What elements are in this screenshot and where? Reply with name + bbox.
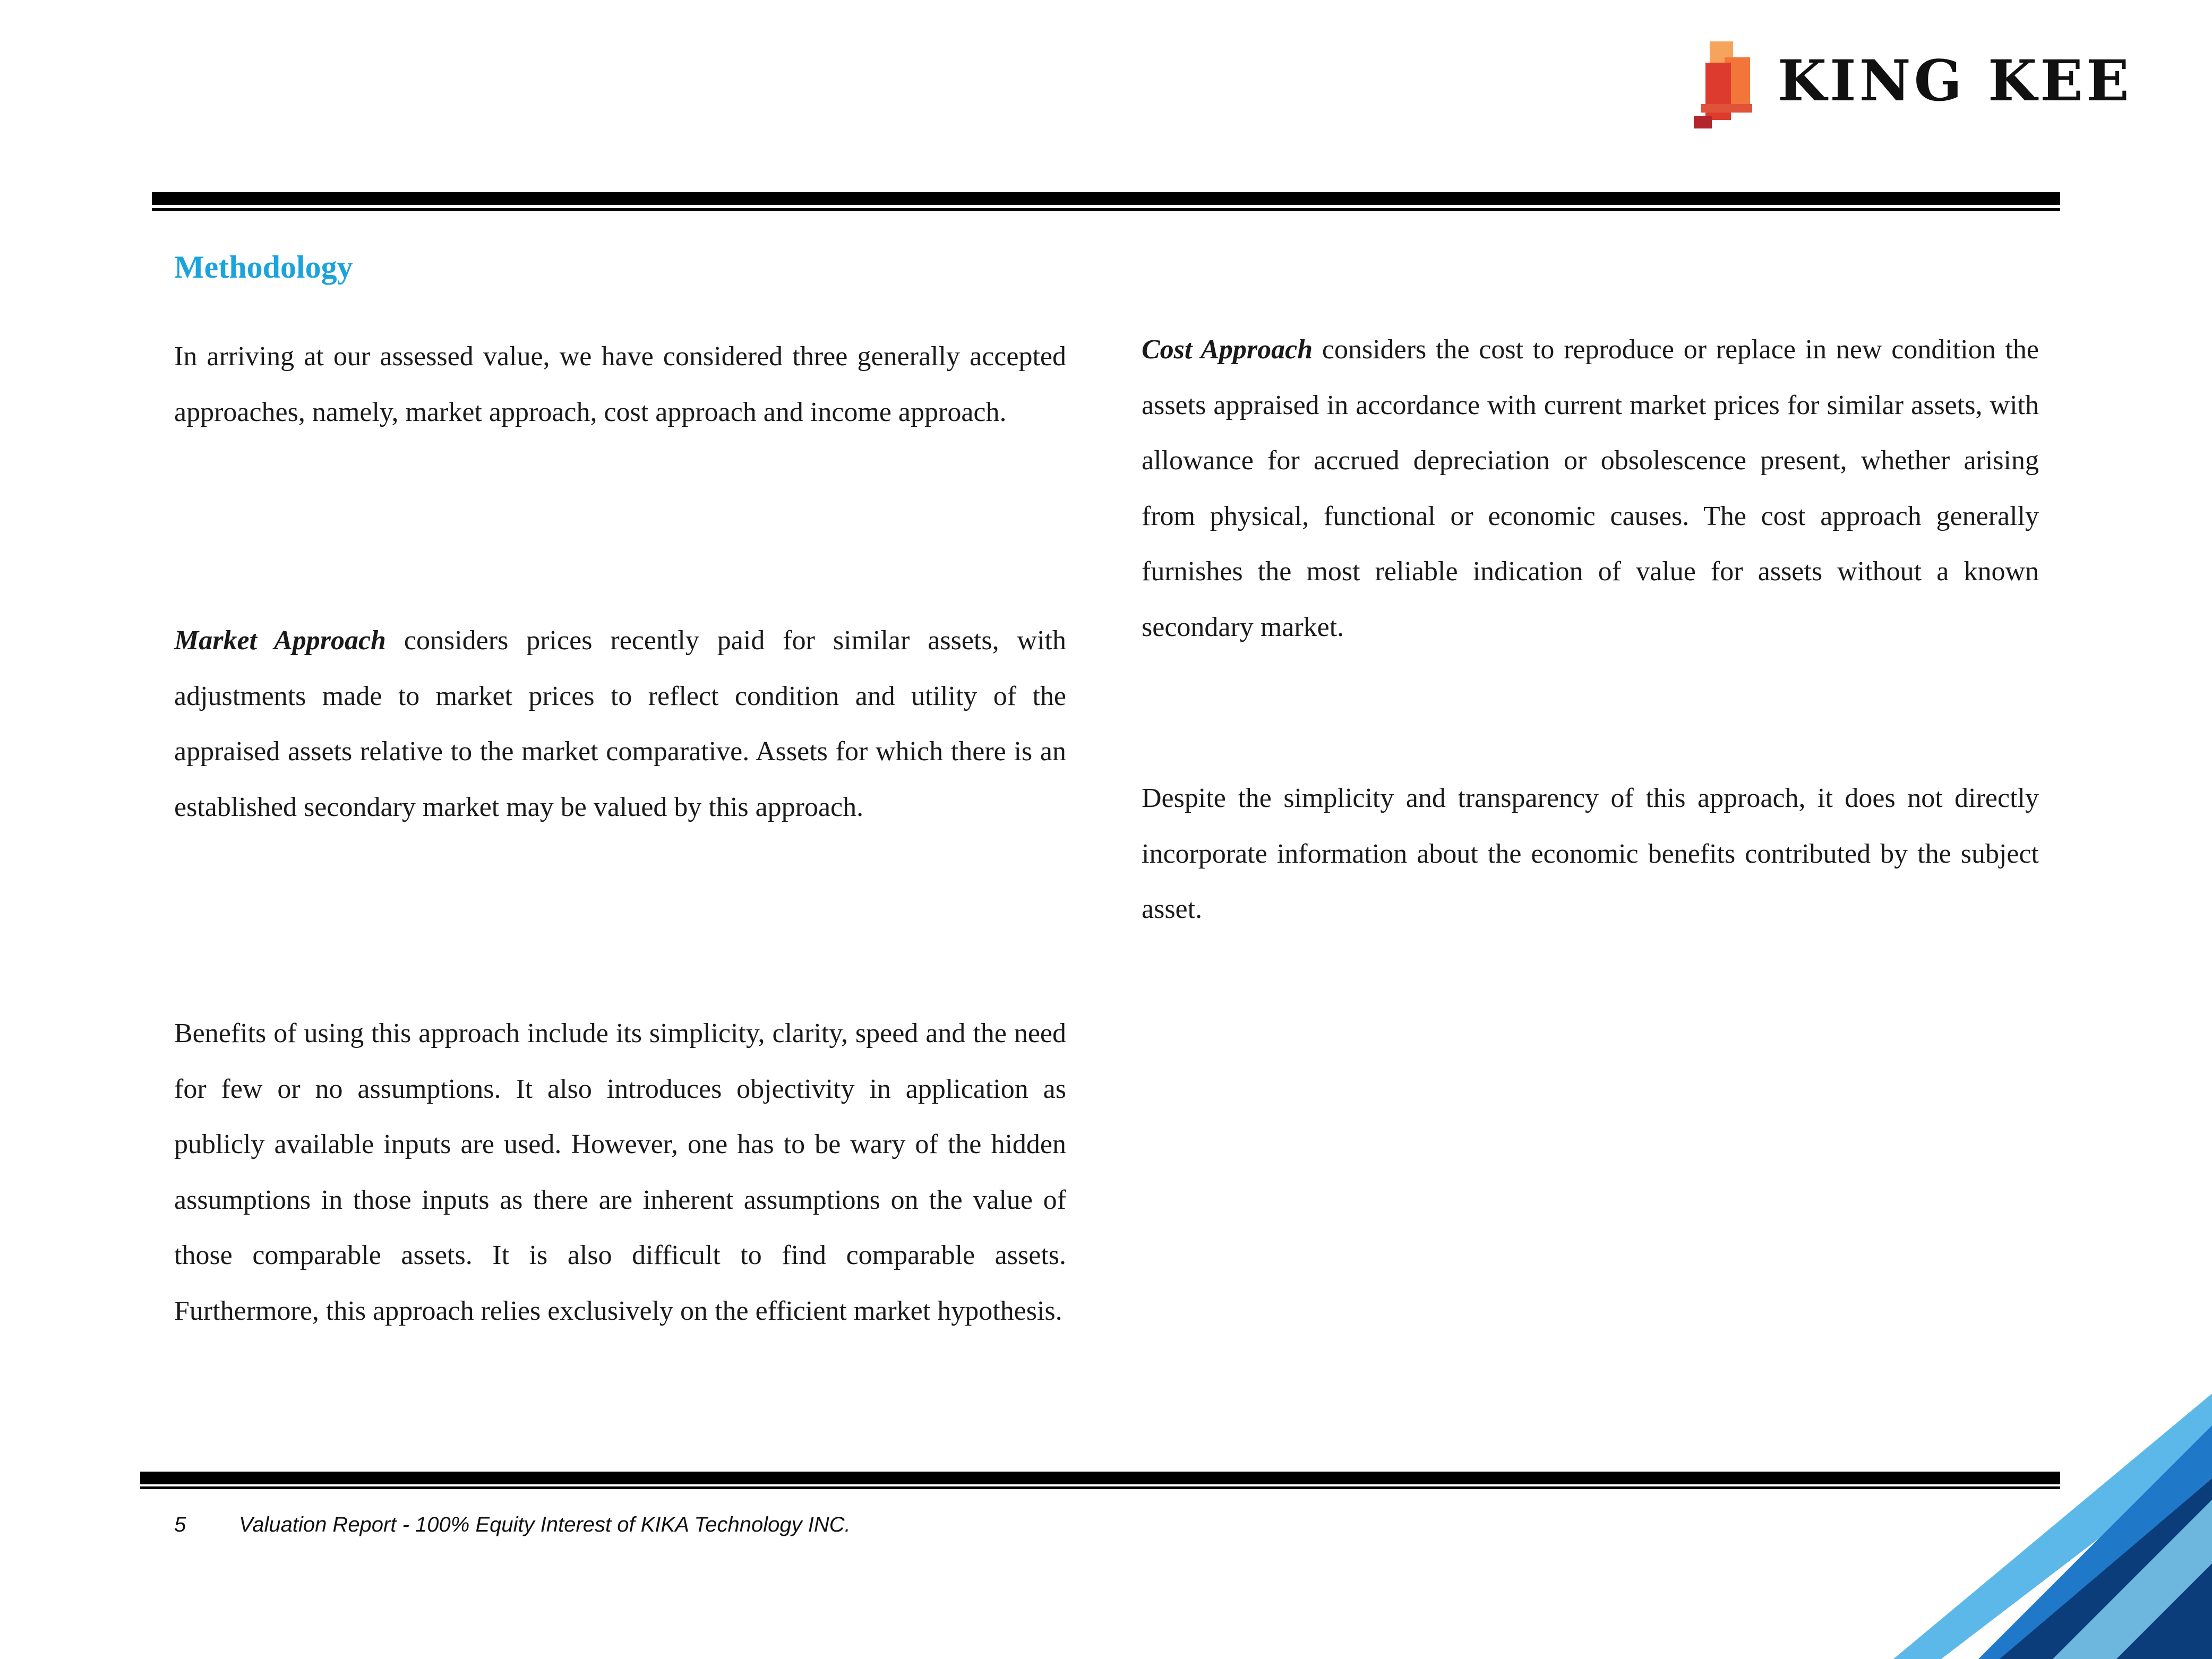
- market-approach-text: considers prices recently paid for similar assets, with adjustments made to market prices to reflect condition and utility of the appraised assets relative to the market comparative. Assets for which there is an established secondary market may be valued by this approach.: [174, 625, 1066, 822]
- benefits-paragraph: Benefits of using this approach include its simplicity, clarity, speed and the need for few or no assumptions. It also introduces objectivity in application as publicly available inputs are used. However, one has to be wary of the hidden assumptions in those inputs as there are inherent assumptions on the value of those comparable assets. It is also difficult to find comparable assets. Furthermore, this approach relies exclusively on the efficient market hypothesis.: [174, 1018, 1066, 1326]
- logo-wordmark: KING KEE: [1778, 47, 2132, 114]
- footer-page-number: 5: [174, 1513, 186, 1536]
- cost-approach-paragraph: [1142, 322, 2039, 655]
- king-kee-logo-icon: [1694, 41, 1757, 132]
- market-approach-lead: Market Approach: [174, 625, 386, 656]
- footer-report-title: Valuation Report - 100% Equity Interest of KIKA Technology INC.: [239, 1513, 851, 1536]
- despite-paragraph: Despite the simplicity and transparency of this approach, it does not directly incorporate information about the economic benefits contributed by the subject asset.: [1142, 783, 2039, 924]
- header-rule-thick: [152, 192, 2060, 205]
- blue-corner-stripes-icon: [1893, 1394, 2212, 1659]
- footer-rule-thin: [140, 1486, 2060, 1489]
- intro-paragraph: In arriving at our assessed value, we have considered three generally accepted approaches, namely, market approach, cost approach and income approach.: [174, 341, 1066, 427]
- cost-approach-text: considers the cost to reproduce or replace in new condition the assets appraised in accordance with current market prices for similar assets, with allowance for accrued depreciation or obsolescence present, whether arising from physical, functional or economic causes. The cost approach generally furnishes the most reliable indication of value for assets without a known secondary market.: [1142, 334, 2039, 642]
- company-logo: [1694, 37, 2172, 133]
- section-title: Methodology: [174, 250, 353, 285]
- header-rule-thin: [152, 208, 2060, 211]
- logo-bar-dark-red: [1694, 116, 1712, 128]
- logo-bar-red-base: [1701, 104, 1752, 113]
- cost-approach-lead: Cost Approach: [1142, 334, 1313, 365]
- market-approach-paragraph: [174, 613, 1066, 835]
- footer-rule-thick: [140, 1472, 2060, 1484]
